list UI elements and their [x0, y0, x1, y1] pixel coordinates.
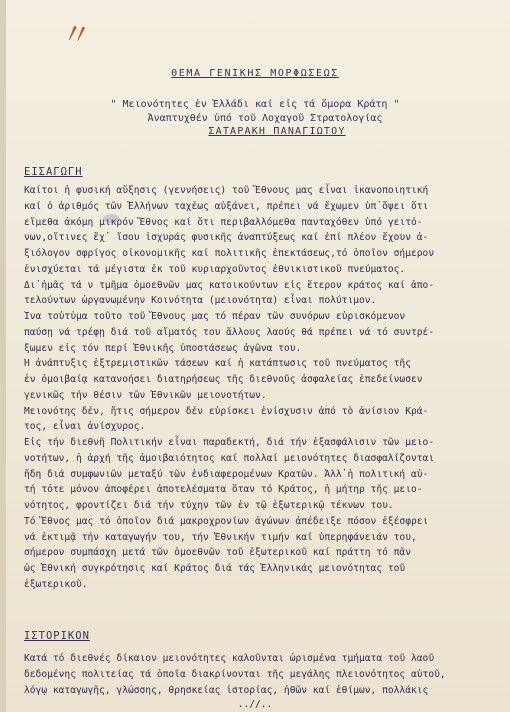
section-heading-history: ΙΣΤΟΡΙΚΟΝ	[24, 630, 90, 642]
text-line: νότητος, φροντίζει διά τήν τύχην τῶν ἐν τῷ ἐξωτερικῷ τέκνων του.	[24, 500, 394, 511]
document-title: ΘΕΜΑ ΓΕΝΙΚΗΣ ΜΟΡΦΩΣΕΩΣ	[171, 68, 339, 79]
text-line: καί ὁ ἀριθμός τῶν Ἑλλήνων ταχέως αὐξάνει, πρέπει νά ἔχωμεν ὑπ᾽ὄψει ὅτι	[24, 200, 429, 212]
text-line: νά ἐκτιμᾷ τήν καταγωγήν του, τήν Ἐθνικήν τιμήν καί ὑπερηφάνειάν του,	[24, 531, 417, 543]
text-line: ὡς Ἐθνική συγκρότησις καί Κράτος διά τάς Ἑλληνικάς μειονότητας τοῦ	[24, 563, 406, 574]
text-line: γενικῶς τήν θέσιν τῶν Ἐθνικῶν μειονοτήτων.	[24, 389, 267, 401]
text-line: σήμερον συμπάσχη μετά τῶν ὁμοεθνῶν τοῦ ἐξωτερικοῦ καί πράττη τό πᾶν	[24, 547, 411, 559]
text-line: Εἰς τήν διεθνῆ Πολιτικήν εἶναι παραδεκτή, διά τήν ἐξασφάλισιν τῶν μειο-	[24, 437, 435, 448]
document-subtitle: " Μειονότητες ἐν Ἑλλάδι καί εἰς τά ὅμορα Κράτη "	[110, 99, 400, 110]
section-body-history	[24, 651, 488, 698]
ink-blot	[103, 214, 119, 223]
text-line: Ἵνα τοὐτὐμα τοῦτο τοῦ Ἔθνους μας τό πέραν τῶν συνόρων εὑρισκόμενον	[24, 311, 406, 322]
text-line: Δι᾽ἡμᾶς τά ν τμῆμα ὁμοεθνῶν μας κατοικούντων εἰς ἕτερον κράτος καί ἀπο-	[24, 279, 435, 291]
text-line: νοτήτων, ἡ ἀρχή τῆς ἀμοιβαιότητος καί πολλαί μειονότητες διασφαλίζονται	[24, 452, 435, 464]
document-author: ΣΑΤΑΡΑΚΗ ΠΑΝΑΓΙΩΤΟΥ	[208, 126, 346, 137]
text-line: ξωμεν εἰς τόν περί Ἐθνικῆς ὑποστάσεως ἀγῶνα του.	[24, 342, 302, 354]
section-heading-introduction: ΕΙΣΑΓΩΓΗ	[24, 166, 83, 178]
section-body-introduction	[24, 183, 488, 593]
text-line: ἐξωτερικοῦ.	[24, 578, 88, 590]
page-continuation-mark: ..//..	[237, 699, 273, 710]
text-line: Τό Ἔθνος μας τό ὁποῖον διά μακροχρονίων ἀγώνων ἀπέδειξε πόσον ἐξέσφρει	[24, 515, 429, 527]
text-line: λόγῳ καταγωγῆς, γλώσσης, θρησκείας ἱστορίας, ἠθῶν καί ἐθίμων, πολλάκις	[24, 684, 429, 696]
text-line: ἐν ὁμοιβαίᾳ κατανοήσει διατηρήσεως τῆς διεθνοῦς ἀσφαλείας ἐπεδείνωσεν	[24, 374, 423, 385]
text-line: ἤδη διά συμφωνιῶν μεταξύ τῶν ἐνδιαφερομένων Κρατῶν. Ἀλλ᾽ἡ πολιτική αὐ-	[24, 468, 429, 480]
text-line: Καίτοι ἡ φυσική αὔξησις (γεννήσεις) τοῦ Ἔθνους μας εἶναι ἱκανοποιητική	[24, 185, 429, 196]
handwritten-pen-marks: 〃	[60, 16, 94, 55]
text-line: παύσῃ νά τρέφῃ διά τοῦ αἵματός του ἄλλους λαούς θά πρέπει νά τό συντρέ-	[24, 326, 435, 338]
text-line: Κατά τό διεθνές δίκαιον μειονότητες καλοῦνται ὡρισμένα τμήματα τοῦ λαοῦ	[24, 653, 435, 664]
text-line: ξιόλογον σφρίγος οἰκονομικῆς καί πολιτικῆς ἐπεκτάσεως,τό ὁποῖον σήμερον	[24, 248, 435, 259]
text-line: τος, εἶναι ἀνίσχυρος.	[24, 421, 146, 433]
text-line: δεδομένης πολιτείας τά ὁποῖα διακρίνονται τῆς μεγάλης πλειονότητος αὐτοῦ,	[24, 668, 446, 680]
text-line: εἴμεθα ἀκόμη μικρόν Ἔθνος καί ὅτι περιβαλλόμεθα πανταχόθεν ὑπό γειτό-	[24, 216, 423, 228]
document-byline: Ἀναπτυχθέν ὑπό τοῦ Λοχαγοῦ Στρατολογίας	[147, 113, 383, 124]
text-line: Μειονότης δέν, ἥτις σήμερον δέν εὑρίσκει ἐνίσχυσιν ἀπό τὸ ἀνίσιον Κρά-	[24, 405, 429, 417]
text-line: τή τότε μόνον ἀποφέρει ἀποτελέσματα ὅταν τό Κράτος, ἡ μήτηρ τῆς μειο-	[24, 484, 423, 496]
text-line: Ἡ ἀνάπτυξις ἐξτρεμιστικῶν τάσεων καί ἡ κατάπτωσις τοῦ πνεύματος τῆς	[24, 358, 411, 370]
text-line: ἐνισχύεται τά μέγιστα ἐκ τοῦ κυριαρχοῦντος ἐθνικιστικοῦ πνεύματος.	[24, 263, 406, 275]
text-line: τελούντων ὠργανωμένην Κοινότητα (μειονότητα) εἶναι πολύτιμον.	[24, 295, 377, 307]
text-line: νων,οἵτινες ἔχ᾽ ἴσου ἰσχυράς φυσικῆς ἀναπτύξεως καί ἐπί πλέον ἔχουν ἀ-	[24, 232, 429, 244]
